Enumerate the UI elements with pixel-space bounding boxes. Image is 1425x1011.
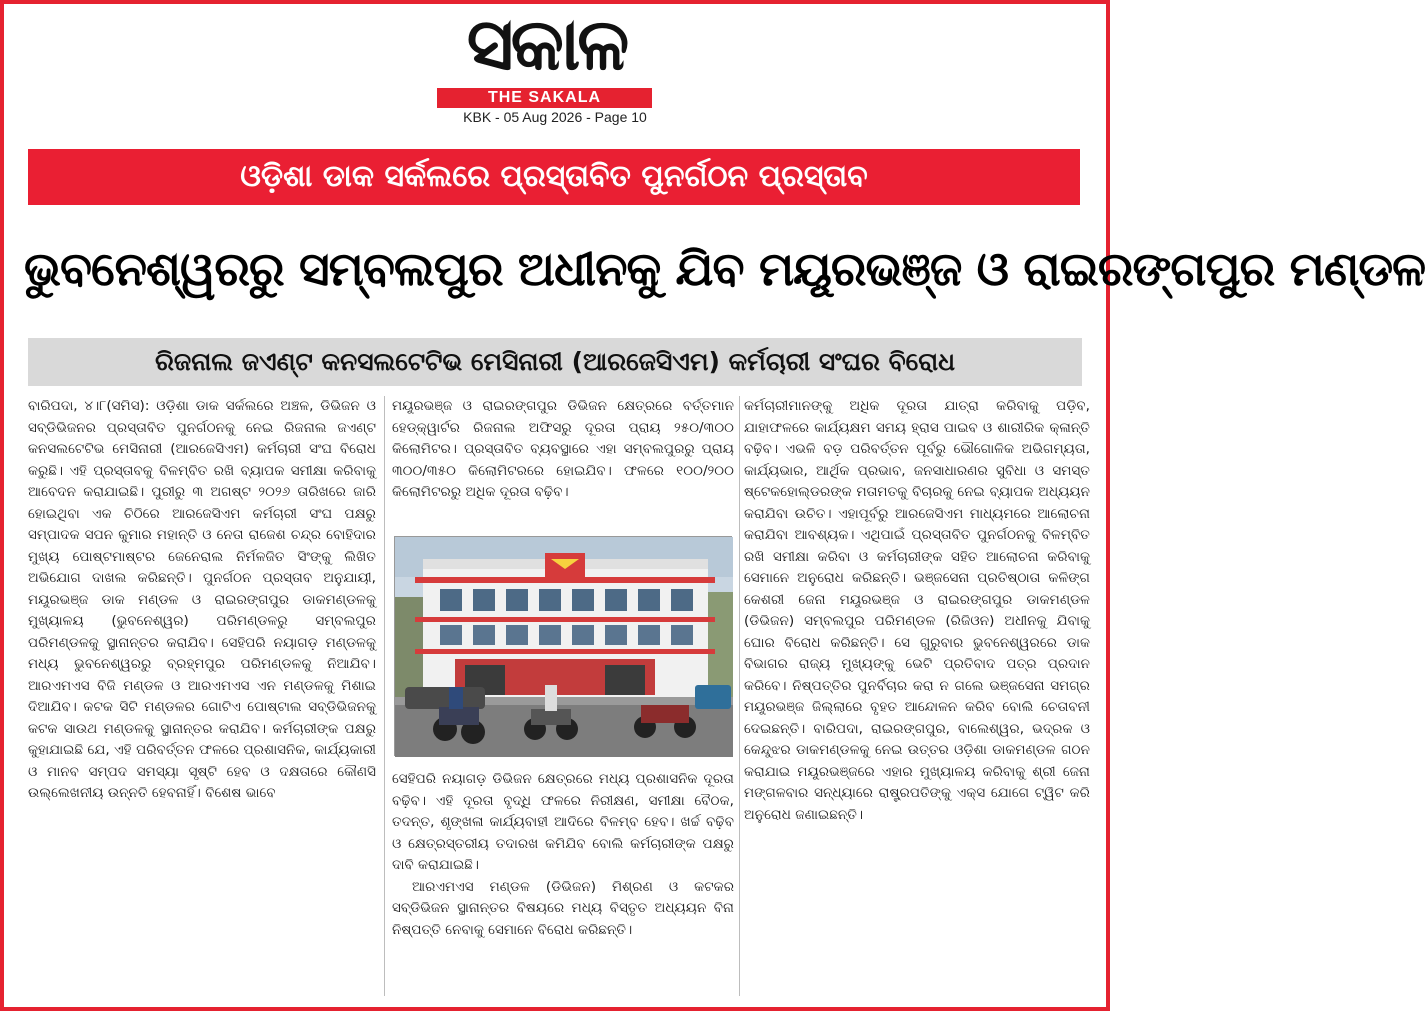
column-divider bbox=[739, 396, 740, 996]
column-divider bbox=[384, 396, 385, 996]
logo-subtitle: THE SAKALA bbox=[437, 88, 652, 108]
post-office-photo bbox=[394, 536, 732, 756]
column-2-paragraph-1: ସେହିପରି ନୟାଗଡ଼ ଡିଭିଜନ କ୍ଷେତ୍ରରେ ମଧ୍ୟ ପ୍ରଶାସନିକ ଦୂରତା ବଢ଼ିବ। ଏହି ଦୂରତା ବୃଦ୍ଧି ଫଳରେ ନିରୀକ୍ଷଣ, ସମୀକ୍ଷା ବୈଠକ, ତଦନ୍ତ, ଶୃଙ୍ଖଳା କାର୍ଯ୍ୟବାହୀ ଆଦିରେ ବିଳମ୍ବ ହେବ। ଖର୍ଚ୍ଚ ବଢ଼ିବ ଓ କ୍ଷେତ୍ରସ୍ତରୀୟ ତଦାରଖ କମିଯିବ ବୋଲି କର୍ମଚାରୀଙ୍କ ପକ୍ଷରୁ ଦାବି କରାଯାଇଛି। bbox=[392, 771, 734, 873]
article-headline: ଭୁବନେଶ୍ୱରରୁ ସମ୍ବଲପୁର ଅଧୀନକୁ ଯିବ ମୟୂରଭଞ୍ଜ ଓ ରାଇରଙ୍ଗପୁର ମଣ୍ଡଳ bbox=[24, 242, 1425, 297]
article-subhead: ରିଜନାଲ ଜଏଣ୍ଟ କନସଲଟେଟିଭ ମେସିନାରୀ (ଆରଜେସିଏମ) କର୍ମଚାରୀ ସଂଘର ବିରୋଧ bbox=[28, 338, 1082, 386]
article-kicker: ଓଡ଼ିଶା ଡାକ ସର୍କଲରେ ପ୍ରସ୍ତାବିତ ପୁନର୍ଗଠନ ପ୍ରସ୍ତାବ bbox=[28, 149, 1080, 205]
column-2-paragraph-2: ଆରଏମଏସ ମଣ୍ଡଳ (ଡିଭିଜନ) ମିଶ୍ରଣ ଓ କଟକର ସବ୍‌ଡିଭିଜନ ସ୍ଥାନାନ୍ତର ବିଷୟରେ ମଧ୍ୟ ବିସ୍ତୃତ ଅଧ୍ୟୟନ ବିନା ନିଷ୍ପତ୍ତି ନେବାକୁ ସେମାନେ ବିରୋଧ କରିଛନ୍ତି। bbox=[392, 878, 734, 938]
column-2-top-text: ମୟୂରଭଞ୍ଜ ଓ ରାଇରଙ୍ଗପୁର ଡିଭିଜନ କ୍ଷେତ୍ରରେ ବର୍ତ୍ତମାନ ହେଡ୍‌କ୍ୱାର୍ଟର ରିଜନାଲ ଅଫିସରୁ ଦୂରତା ପ୍ରାୟ ୨୫୦/୩୦୦ କିଲୋମିଟର। ପ୍ରସ୍ତାବିତ ବ୍ୟବସ୍ଥାରେ ଏହା ସମ୍ବଲପୁରରୁ ପ୍ରାୟ ୩୦୦/୩୫୦ କିଲୋମିଟରରେ ହୋଇଯିବ। ଫଳରେ ୧୦୦/୨୦୦ କିଲୋମିଟରରୁ ଅଧିକ ଦୂରତା ବଢ଼ିବ। bbox=[392, 398, 734, 500]
column-2-bottom bbox=[392, 769, 734, 941]
article-column-1 bbox=[28, 396, 376, 996]
masthead bbox=[4, 4, 1106, 134]
logo-text: ସକାଳ bbox=[466, 2, 627, 86]
sakala-logo bbox=[409, 2, 684, 106]
article-column-3 bbox=[744, 396, 1090, 996]
edition-line: KBK - 05 Aug 2026 - Page 10 bbox=[463, 109, 647, 125]
column-1-text: ବାରିପଦା, ୪।୮(ସମିସ): ଓଡ଼ିଶା ଡାକ ସର୍କଲରେ ଅଞ୍ଚଳ, ଡିଭିଜନ ଓ ସବ୍‌ଡିଭିଜନର ପ୍ରସ୍ତାବିତ ପୁନର୍ଗଠନକୁ ନେଇ ରିଜନାଲ ଜଏଣ୍ଟ କନସଲଟେଟିଭ ମେସିନାରୀ (ଆରଜେସିଏମ) କର୍ମଚାରୀ ସଂଘ ବିରୋଧ କରୁଛି। ଏହି ପ୍ରସ୍ତାବକୁ ବିଳମ୍ବିତ ରଖି ବ୍ୟାପକ ସମୀକ୍ଷା କରିବାକୁ ଆବେଦନ କରାଯାଇଛି। ପୁରୀରୁ ୩ ଅଗଷ୍ଟ ୨୦୨୬ ତାରିଖରେ ଜାରି ହୋଇଥିବା ଏକ ଚିଠିରେ ଆରଜେସିଏମ କର୍ମଚାରୀ ସଂଘ ପକ୍ଷରୁ ସମ୍ପାଦକ ସପନ କୁମାର ମହାନ୍ତି ଓ ନେତା ରାଜେଶ ଚନ୍ଦ୍ର ବୋହିଦାର ମୁଖ୍ୟ ପୋଷ୍ଟମାଷ୍ଟର ଜେନେରାଲ ନିର୍ମଳଜିତ ସିଂଙ୍କୁ ଲିଖିତ ଅଭିଯୋଗ ଦାଖଲ କରିଛନ୍ତି। ପୁନର୍ଗଠନ ପ୍ରସ୍ତାବ ଅନୁଯାୟୀ, ମୟୂରଭଞ୍ଜ ଡାକ ମଣ୍ଡଳ ଓ ରାଇରଙ୍ଗପୁର ଡାକମଣ୍ଡଳକୁ ମୁଖ୍ୟାଳୟ (ଭୁବନେଶ୍ୱର) ପରିମଣ୍ଡଳରୁ ସମ୍ବଲପୁର ପରିମଣ୍ଡଳକୁ ସ୍ଥାନାନ୍ତର କରାଯିବ। ସେହିପରି ନୟାଗଡ଼ ମଣ୍ଡଳକୁ ମଧ୍ୟ ଭୁବନେଶ୍ୱରରୁ ବ୍ରହ୍ମପୁର ପରିମଣ୍ଡଳକୁ ନିଆଯିବ। ଆରଏମଏସ ବିଜି ମଣ୍ଡଳ ଓ ଆରଏମଏସ ଏନ ମଣ୍ଡଳକୁ ମିଶାଇ ଦିଆଯିବ। କଟକ ସିଟି ମଣ୍ଡଳର ଗୋଟିଏ ପୋଷ୍ଟାଲ ସବ୍‌ଡିଭିଜନକୁ କଟକ ସାଉଥ ମଣ୍ଡଳକୁ ସ୍ଥାନାନ୍ତର କରାଯିବ। କର୍ମଚାରୀଙ୍କ ପକ୍ଷରୁ କୁହାଯାଇଛି ଯେ, ଏହି ପରିବର୍ତ୍ତନ ଫଳରେ ପ୍ରଶାସନିକ, କାର୍ଯ୍ୟକାରୀ ଓ ମାନବ ସମ୍ପଦ ସମସ୍ୟା ସୃଷ୍ଟି ହେବ ଓ ଦକ୍ଷତାରେ କୌଣସି ଉଲ୍ଲେଖନୀୟ ଉନ୍ନତି ହେବନାହିଁ। ବିଶେଷ ଭାବେ bbox=[28, 398, 376, 801]
column-3-text: କର୍ମଚାରୀମାନଙ୍କୁ ଅଧିକ ଦୂରତା ଯାତ୍ରା କରିବାକୁ ପଡ଼ିବ, ଯାହାଫଳରେ କାର୍ଯ୍ୟକ୍ଷମ ସମୟ ହ୍ରାସ ପାଇବ ଓ ଶାରୀରିକ କ୍ଳାନ୍ତି ବଢ଼ିବ। ଏଭଳି ବଡ଼ ପରିବର୍ତ୍ତନ ପୂର୍ବରୁ ଭୌଗୋଳିକ ଅଭିଗମ୍ୟତା, କାର୍ଯ୍ୟଭାର, ଆର୍ଥିକ ପ୍ରଭାବ, ଜନସାଧାରଣର ସୁବିଧା ଓ ସମସ୍ତ ଷ୍ଟେକହୋଲ୍ଡରଙ୍କ ମତାମତକୁ ବିଚାରକୁ ନେଇ ବ୍ୟାପକ ଅଧ୍ୟୟନ କରାଯିବା ଉଚିତ। ଏହାପୂର୍ବରୁ ଆରଜେସିଏମ ମାଧ୍ୟମରେ ଆଲୋଚନା କରାଯିବା ଆବଶ୍ୟକ। ଏଥିପାଇଁ ପ୍ରସ୍ତାବିତ ପୁନର୍ଗଠନକୁ ବିଳମ୍ବିତ ରଖି ସମୀକ୍ଷା କରିବା ଓ କର୍ମଚାରୀଙ୍କ ସହିତ ଆଲୋଚନା କରିବାକୁ ସେମାନେ ଅନୁରୋଧ କରିଛନ୍ତି। ଭଞ୍ଜସେନା ପ୍ରତିଷ୍ଠାତା କଳିଙ୍ଗ କେଶରୀ ଜେନା ମୟୂରଭଞ୍ଜ ଓ ରାଇରଙ୍ଗପୁର ଡାକମଣ୍ଡଳ (ଡିଭିଜନ) ସମ୍ବଲପୁର ପରିମଣ୍ଡଳ (ରିଜିଓନ) ଅଧୀନକୁ ଯିବାକୁ ଘୋର ବିରୋଧ କରିଛନ୍ତି। ସେ ଗୁରୁବାର ଭୁବନେଶ୍ୱରରେ ଡାକ ବିଭାଗର ରାଜ୍ୟ ମୁଖ୍ୟଙ୍କୁ ଭେଟି ପ୍ରତିବାଦ ପତ୍ର ପ୍ରଦାନ କରିବେ। ନିଷ୍ପତ୍ତିର ପୁନର୍ବିଚାର କରା ନ ଗଲେ ଭଞ୍ଜସେନା ସମଗ୍ର ମୟୂରଭଞ୍ଜ ଜିଲ୍ଲାରେ ବୃହତ ଆନ୍ଦୋଳନ କରିବ ବୋଲି ଚେତାବନୀ ଦେଇଛନ୍ତି। ବାରିପଦା, ରାଇରଙ୍ଗପୁର, ବାଲେଶ୍ୱର, ଭଦ୍ରକ ଓ କେନ୍ଦୁଝର ଡାକମଣ୍ଡଳକୁ ନେଇ ଉତ୍ତର ଓଡ଼ିଶା ଡାକମଣ୍ଡଳ ଗଠନ କରାଯାଇ ମୟୂରଭଞ୍ଜରେ ଏହାର ମୁଖ୍ୟାଳୟ କରିବାକୁ ଶ୍ରୀ ଜେନା ମଙ୍ଗଳବାର ସନ୍ଧ୍ୟାରେ ରାଷ୍ଟ୍ରପତିଙ୍କୁ ଏକ୍ସ ଯୋଗେ ଟ୍ୱିଟ କରି ଅନୁରୋଧ ଜଣାଇଛନ୍ତି। bbox=[744, 398, 1090, 823]
